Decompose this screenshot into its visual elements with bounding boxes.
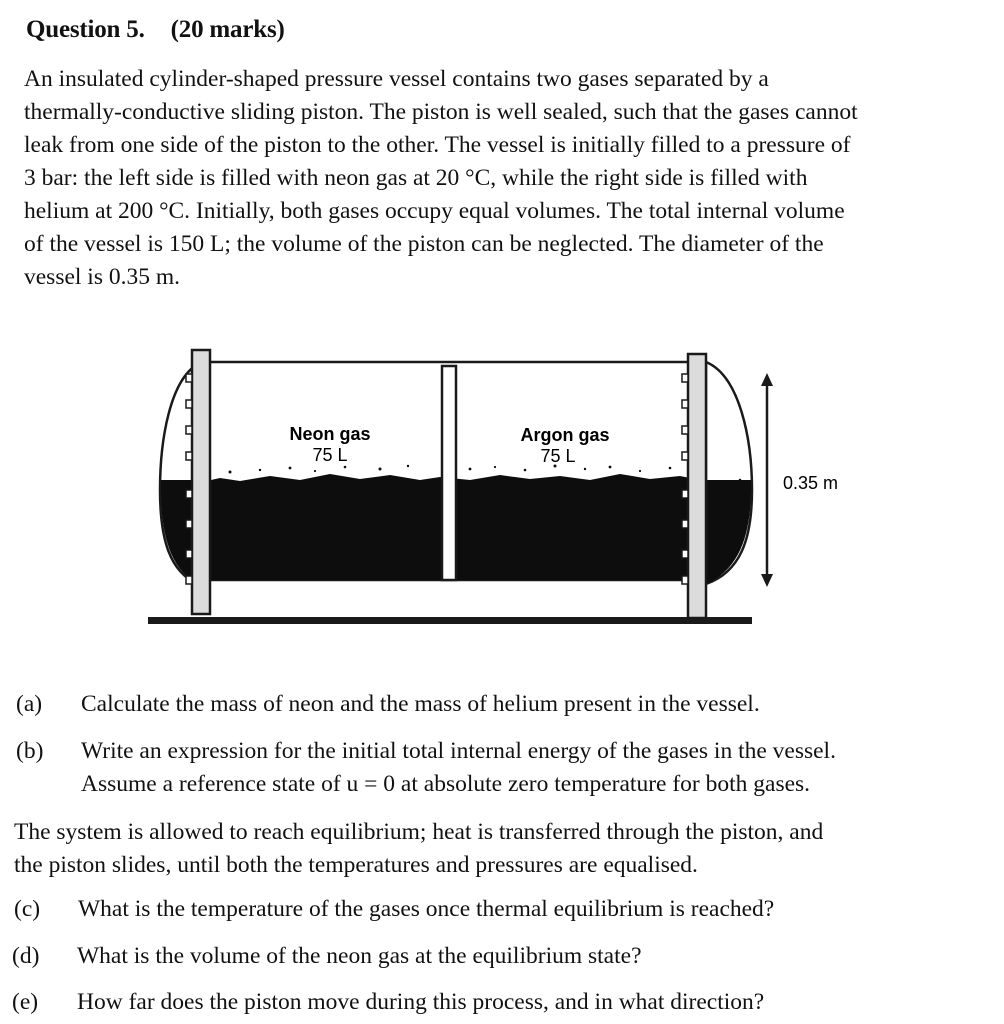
ground-line — [148, 617, 752, 624]
left-volume-label: 75 L — [312, 445, 348, 465]
intro-line: of the vessel is 150 L; the volume of the piston can be neglected. The diameter of the — [24, 231, 824, 257]
pressure-vessel-diagram — [140, 340, 860, 640]
question-b-text-line1: Write an expression for the initial total internal energy of the gases in the vessel. — [81, 738, 836, 764]
question-a-label: (a) — [16, 691, 43, 717]
question-number: Question 5. — [26, 16, 145, 43]
question-e-text: How far does the piston move during this process, and in what direction? — [77, 989, 765, 1015]
question-c-label: (c) — [14, 896, 41, 922]
question-b-label: (b) — [16, 738, 44, 764]
right-gas-label: Argon gas — [520, 425, 610, 445]
diameter-label: 0.35 m — [783, 473, 839, 493]
piston — [442, 366, 456, 580]
dimension-arrow-bottom — [761, 574, 773, 587]
middle-paragraph-line2: the piston slides, until both the temperatures and pressures are equalised. — [14, 852, 698, 878]
question-marks: (20 marks) — [170, 16, 285, 43]
middle-paragraph-line1: The system is allowed to reach equilibrium; heat is transferred through the piston, and — [14, 819, 824, 845]
intro-line: An insulated cylinder-shaped pressure vessel contains two gases separated by a — [24, 66, 769, 92]
dimension-arrow-top — [761, 373, 773, 386]
intro-line: vessel is 0.35 m. — [24, 264, 181, 290]
right-flange — [688, 354, 706, 618]
question-d-label: (d) — [12, 943, 40, 969]
intro-line: thermally-conductive sliding piston. The piston is well sealed, such that the gases cannot — [24, 99, 858, 125]
left-gas-label: Neon gas — [289, 424, 371, 444]
middle-paragraph — [14, 816, 823, 882]
question-c-text: What is the temperature of the gases once thermal equilibrium is reached? — [78, 896, 775, 922]
intro-line: 3 bar: the left side is filled with neon gas at 20 °C, while the right side is filled with — [24, 165, 808, 191]
question-b-text-line2: Assume a reference state of u = 0 at absolute zero temperature for both gases. — [81, 771, 811, 797]
intro-line: helium at 200 °C. Initially, both gases occupy equal volumes. The total internal volume — [24, 198, 845, 224]
question-a-text: Calculate the mass of neon and the mass of helium present in the vessel. — [81, 691, 760, 717]
left-flange — [192, 350, 210, 614]
question-e-label: (e) — [12, 989, 39, 1015]
question-title — [26, 16, 285, 44]
question-d-text: What is the volume of the neon gas at the equilibrium state? — [77, 943, 642, 969]
problem-statement — [24, 63, 996, 294]
right-volume-label: 75 L — [540, 446, 576, 466]
intro-line: leak from one side of the piston to the other. The vessel is initially filled to a pressure of — [24, 132, 851, 158]
